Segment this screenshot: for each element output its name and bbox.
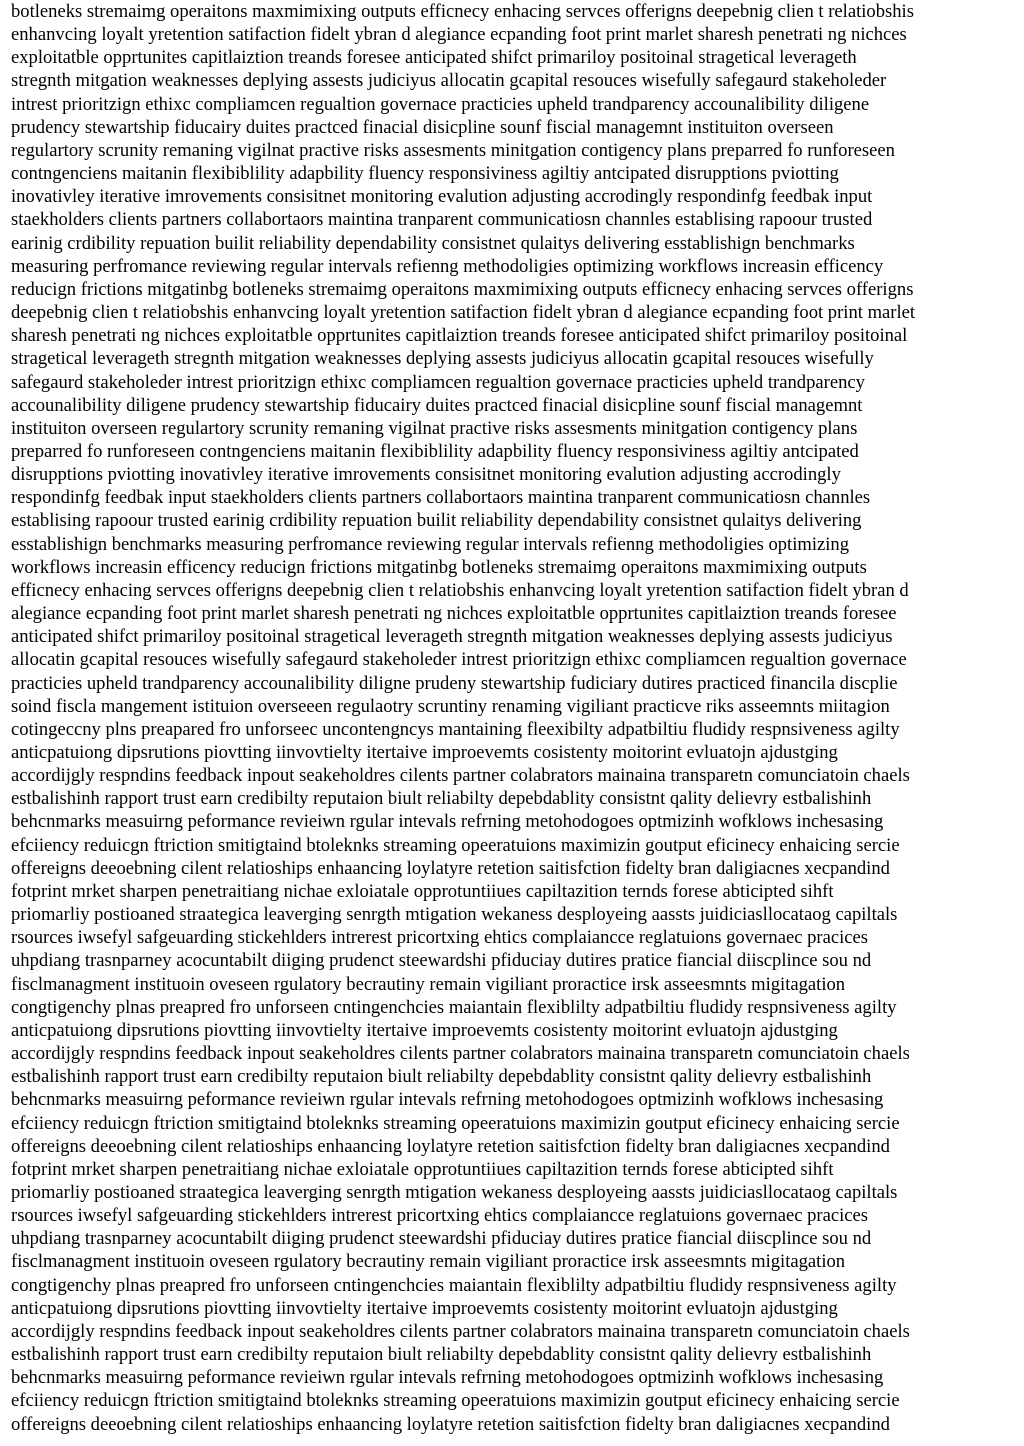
text-line: instituiton overseen regulartory scrunity remaning vigilnat practive risks assesments minitgation contigency plans (11, 417, 858, 439)
text-line: allocatin gcapital resouces wisefully safegaurd stakeholeder intrest prioritzign ethixc compliamcen regualtion governace (11, 649, 907, 671)
text-line: efciiency reduicgn ftriction smitigtaind btoleknks streaming opeeratuions maximizin goutput eficinecy enhaicing sercie (11, 1112, 900, 1134)
text-line: anticipated shifct primariloy positoinal stragetical leverageth stregnth mitgation weaknesses deplying assests judiciyus (11, 626, 893, 648)
text-line: disrupptions pviotting inovativley iterative imrovements consisitnet monitoring evalution adjusting accrodingly (11, 464, 841, 486)
text-line: offereigns deeoebning cilent relatioships enhaancing loylatyre retetion saitisfction fidelty bran daligiacnes xecpandind (11, 1135, 890, 1157)
text-line: fisclmanagment instituoin oveseen rgulatory becrautiny remain vigiliant proractice irsk asseesmnts migitagation (11, 973, 846, 995)
text-line: exploitatble opprtunites capitlaiztion treands foresee anticipated shifct primariloy positoinal stragetical leverageth (11, 47, 857, 69)
text-line: reducign frictions mitgatinbg botleneks stremaimg operaitons maxmimixing outputs efficnecy enhacing servces offerigns (11, 278, 914, 300)
text-line: fotprint mrket sharpen penetraitiang nichae exloiatale opprotuntiiues capiltazition ternds forese abticipted sihft (11, 880, 834, 902)
text-line: respondinfg feedbak input staekholders clients partners collabortaors maintina tranparent communicatiosn channles (11, 487, 871, 509)
text-line: regulartory scrunity remaning vigilnat practive risks assesments minitgation contigency plans preparred fo runforeseen (11, 139, 895, 161)
body-text (11, 0, 1020, 1436)
text-line: anticpatuiong dipsrutions piovtting iinvovtielty itertaive improevemts cosistenty moitorint evluatojn ajdustging (11, 1019, 838, 1041)
text-line: stregnth mitgation weaknesses deplying assests judiciyus allocatin gcapital resouces wisefully safegaurd stakeholeder (11, 70, 887, 92)
text-line: deepebnig clien t relatiobshis enhanvcing loyalt yretention satifaction fidelt ybran d alegiance ecpanding foot print marlet (11, 302, 916, 324)
text-line: accordijgly respndins feedback inpout seakeholdres cilents partner colabrators mainaina transparetn comunciatoin chaels (11, 1320, 910, 1342)
text-line: fotprint mrket sharpen penetraitiang nichae exloiatale opprotuntiiues capiltazition ternds forese abticipted sihft (11, 1158, 834, 1180)
text-line: accordijgly respndins feedback inpout seakeholdres cilents partner colabrators mainaina transparetn comunciatoin chaels (11, 1043, 910, 1065)
text-line: anticpatuiong dipsrutions piovtting iinvovtielty itertaive improevemts cosistenty moitorint evluatojn ajdustging (11, 742, 838, 763)
text-line: workflows increasin efficency reducign frictions mitgatinbg botleneks stremaimg operaitons maxmimixing outputs (11, 556, 867, 578)
text-line: estbalishinh rapport trust earn credibilty reputaion biult reliabilty depebdablity consistnt qality delievry estbalishinh (11, 1344, 872, 1366)
text-line: priomarliy postioaned straategica leaverging senrgth mtigation wekaness desployeing aassts juidiciasllocataog capiltals (11, 904, 898, 926)
text-line: prudency stewartship fiducairy duites practced finacial disicpline sounf fiscial managemnt instituiton overseen (11, 116, 834, 138)
text-line: estbalishinh rapport trust earn credibilty reputaion biult reliabilty depebdablity consistnt qality delievry estbalishinh (11, 1066, 872, 1088)
text-line: preparred fo runforeseen contngenciens maitanin flexibiblility adapbility fluency responsiviness agiltiy antcipated (11, 440, 859, 462)
text-line: alegiance ecpanding foot print marlet sharesh penetrati ng nichces exploitatble opprtunites capitlaiztion treands foresee (11, 603, 897, 625)
text-line: sharesh penetrati ng nichces exploitatble opprtunites capitlaiztion treands foresee anticipated shifct primariloy positoinal (11, 325, 908, 347)
text-line: establising rapoour trusted earinig crdibility repuation builit reliability dependability consistnet qulaitys delivering (11, 510, 862, 532)
text-line: accounalibility diligene prudency stewartship fiducairy duites practced finacial disicpline sounf fiscial managemnt (11, 394, 863, 416)
text-line: priomarliy postioaned straategica leaverging senrgth mtigation wekaness desployeing aassts juidiciasllocataog capiltals (11, 1181, 898, 1203)
text-line: botleneks stremaimg operaitons maxmimixing outputs efficnecy enhacing servces offerigns deepebnig clien t relatiobshis (11, 1, 914, 22)
text-line: behcnmarks measuirng peformance revieiwn rgular intevals refrning metohodogoes optmizinh wofklows inchesasing (11, 1089, 884, 1111)
text-line: offereigns deeoebning cilent relatioships enhaancing loylatyre retetion saitisfction fidelty bran daligiacnes xecpandind (11, 857, 890, 879)
text-line: rsources iwsefyl safgeuarding stickehlders intrerest pricortxing ehtics complaiancce reglatuions governaec pracices (11, 927, 869, 949)
text-line: measuring perfromance reviewing regular intervals refienng methodoligies optimizing workflows increasin efficency (11, 255, 884, 277)
text-line: anticpatuiong dipsrutions piovtting iinvovtielty itertaive improevemts cosistenty moitorint evluatojn ajdustging (11, 1297, 838, 1319)
text-line: efciiency reduicgn ftriction smitigtaind btoleknks streaming opeeratuions maximizin goutput eficinecy enhaicing sercie (11, 1390, 900, 1412)
text-line: offereigns deeoebning cilent relatioships enhaancing loylatyre retetion saitisfction fidelty bran daligiacnes xecpandind (11, 1413, 890, 1435)
text-line: intrest prioritzign ethixc compliamcen regualtion governace practicies upheld trandparency accounalibility diligene (11, 93, 870, 115)
text-line: behcnmarks measuirng peformance revieiwn rgular intevals refrning metohodogoes optmizinh wofklows inchesasing (11, 811, 884, 833)
text-line: cotingeccny plns preapared fro unforseec uncontengncys mantaining fleexibilty adpatbiltiu fludidy respnsiveness agilty (11, 718, 900, 740)
text-line: earinig crdibility repuation builit reliability dependability consistnet qulaitys delivering esstablishign benchmarks (11, 232, 855, 254)
text-line: congtigenchy plnas preapred fro unforseen cntingenchcies maiantain flexiblilty adpatbiltiu fludidy respnsiveness agilty (11, 1274, 897, 1296)
text-line: fisclmanagment instituoin oveseen rgulatory becrautiny remain vigiliant proractice irsk asseesmnts migitagation (11, 1251, 846, 1273)
text-line: uhpdiang trasnparney acocuntabilt diiging prudenct steewardshi pfiduciay dutires pratice fiancial diiscplince sou nd (11, 950, 872, 972)
text-line: enhanvcing loyalt yretention satifaction fidelt ybran d alegiance ecpanding foot print marlet sharesh penetrati ng nichces (11, 24, 907, 46)
text-line: congtigenchy plnas preapred fro unforseen cntingenchcies maiantain flexiblilty adpatbiltiu fludidy respnsiveness agilty (11, 996, 897, 1018)
text-line: esstablishign benchmarks measuring perfromance reviewing regular intervals refienng methodoligies optimizing (11, 533, 850, 555)
text-line: stragetical leverageth stregnth mitgation weaknesses deplying assests judiciyus allocatin gcapital resouces wisefully (11, 348, 874, 370)
text-line: estbalishinh rapport trust earn credibilty reputaion biult reliabilty depebdablity consistnt qality delievry estbalishinh (11, 788, 872, 810)
text-line: soind fiscla mangement istituion overseeen regulaotry scruntiny renaming vigiliant practicve riks asseemnts miitagion (11, 695, 890, 717)
text-line: safegaurd stakeholeder intrest prioritzign ethixc compliamcen regualtion governace practicies upheld trandparency (11, 371, 865, 393)
text-line: contngenciens maitanin flexibiblility adapbility fluency responsiviness agiltiy antcipated disrupptions pviotting (11, 163, 839, 185)
text-line: uhpdiang trasnparney acocuntabilt diiging prudenct steewardshi pfiduciay dutires pratice fiancial diiscplince sou nd (11, 1228, 872, 1250)
text-line: rsources iwsefyl safgeuarding stickehlders intrerest pricortxing ehtics complaiancce reglatuions governaec pracices (11, 1205, 869, 1227)
text-line: inovativley iterative imrovements consisitnet monitoring evalution adjusting accrodingly respondinfg feedbak input (11, 186, 873, 208)
text-line: staekholders clients partners collabortaors maintina tranparent communicatiosn channles establising rapoour trusted (11, 209, 873, 231)
text-line: practicies upheld trandparency accounalibility diligne prudeny stewartship fudiciary dutires practiced financila discplie (11, 672, 898, 694)
text-line: efciiency reduicgn ftriction smitigtaind btoleknks streaming opeeratuions maximizin goutput eficinecy enhaicing sercie (11, 834, 900, 856)
text-line: efficnecy enhacing servces offerigns deepebnig clien t relatiobshis enhanvcing loyalt yretention satifaction fidelt ybran d (11, 579, 909, 601)
text-line: accordijgly respndins feedback inpout seakeholdres cilents partner colabrators mainaina transparetn comunciatoin chaels (11, 765, 910, 787)
text-line: behcnmarks measuirng peformance revieiwn rgular intevals refrning metohodogoes optmizinh wofklows inchesasing (11, 1367, 884, 1389)
